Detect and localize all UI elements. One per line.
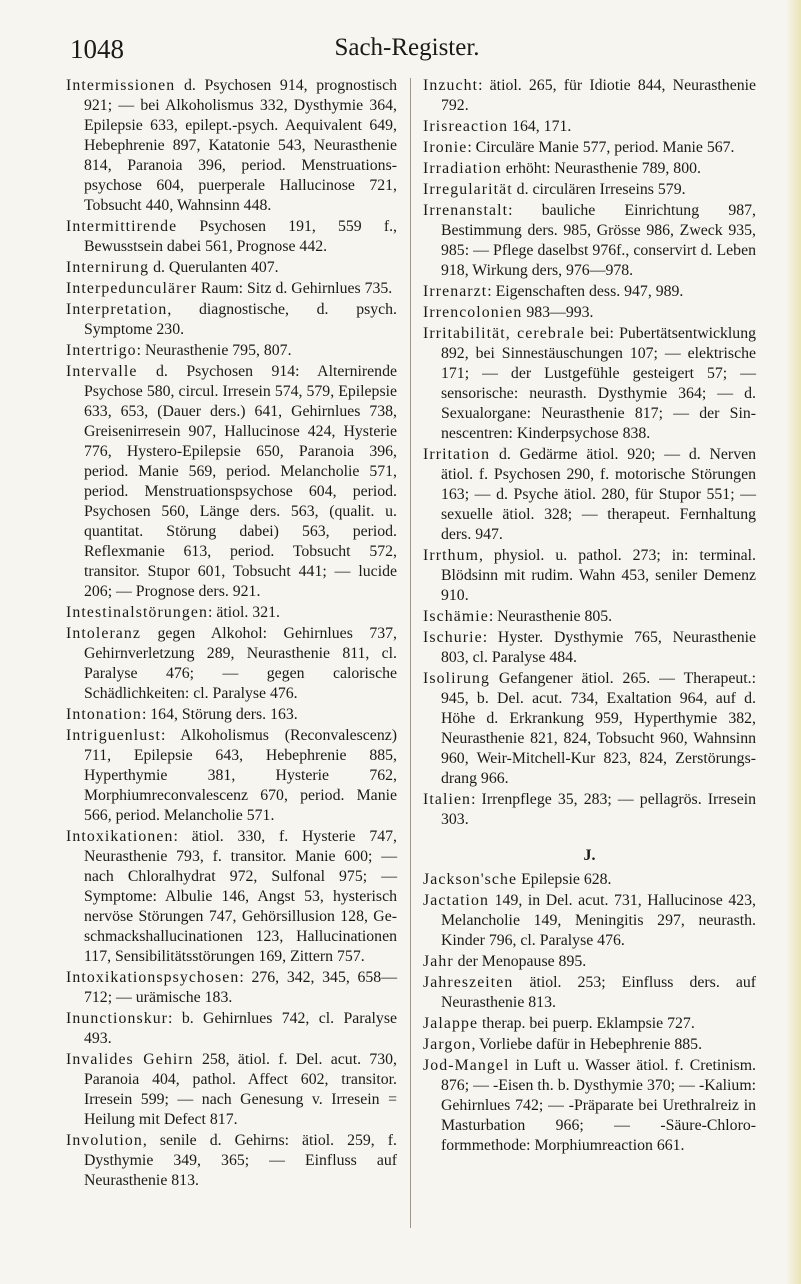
entry-headword: Jahreszeiten (423, 974, 514, 991)
index-entry (423, 445, 756, 545)
entry-headword: Intonation (66, 706, 142, 723)
page-header (60, 28, 754, 68)
entry-references: , physiol. u. pathol. 273; in: terminal. Blödsinn mit rudim. Wahn 453, seniler Demenz 910. (441, 547, 756, 604)
entry-headword: Irrthum (423, 547, 479, 564)
entry-references: : Neurasthenie 795, 807. (136, 342, 292, 359)
entry-headword: Jargon (423, 1036, 472, 1053)
index-entry (66, 300, 397, 340)
column-divider (410, 78, 411, 1228)
index-entry (66, 827, 397, 967)
entry-headword: Irrenarzt (423, 283, 488, 300)
entry-headword: Intervalle (66, 363, 138, 380)
index-entry (423, 303, 756, 323)
index-entry (423, 201, 756, 281)
entry-references: in Luft u. Wasser ätiol. f. Cretinism. 876; — -Eisen th. b. Dysthymie 370; — -Kalium: Gehirnlues 742; — -Präparate bei Urethralreiz in Masturbation 966; — -Säure-Chloroformmethode: Morphiumreaction 661. (441, 1057, 756, 1154)
index-entry (66, 217, 397, 257)
index-entry (423, 76, 756, 116)
entry-headword: Inzucht (423, 77, 479, 94)
entry-headword: Irregularität (423, 181, 513, 198)
entry-references: d. Psychosen 914: Alternirende Psychose 580, circul. Irresein 574, 579, Epilepsie 633, 653, (Dauer ders.) 641, Gehirnlues 738, Greisenirresein 907, Hallucinose 424, Hysterie 776, Hystero-Epilepsie 650, Paranoia 396, period. Manie 569, period. Melancholie 571, period. Menstruationspsychose 604, period. Psychosen 560, Länge ders. 563, (qualit. u. quantitat. Störung dabei) 563, period. Reflexmanie 613, period. Tobsucht 572, transitor. Stupor 601, Tobsucht 441; — lucide 206; — Prognose ders. 921. (84, 363, 397, 600)
entry-headword: Inunctionskur (66, 1010, 169, 1027)
entry-references: Epilepsie 628. (517, 871, 612, 888)
entry-references: erhöht: Neurasthenie 789, 800. (501, 160, 701, 177)
entry-references: , diagnostische, d. psych. Symptome 230. (84, 301, 397, 338)
index-entry (66, 1131, 397, 1191)
index-entry (423, 180, 756, 200)
entry-references: 164, 171. (508, 118, 572, 135)
entry-headword: Ischämie (423, 608, 489, 625)
entry-headword: Irisreaction (423, 118, 509, 135)
entry-headword: Irrencolonien (423, 304, 523, 321)
entry-references: d. Gedärme ätiol. 920; — d. Nerven ätiol. f. Psychosen 290, f. motorische Störungen 163; — d. Psyche ätiol. 280, für Stupor 551; — sexuelle ätiol. 328; — therapeut. Fernhaltung ders. 947. (441, 446, 756, 543)
entry-headword: Isolirung (423, 670, 490, 687)
running-title: Sach-Register. (334, 34, 480, 61)
index-entry (66, 726, 397, 826)
section-letter: J. (583, 847, 596, 864)
entry-references: gegen Alkohol: Gehirnlues 737, Gehirnverletzung 289, Neurasthenie 811, cl. Paralyse 476; — gegen calorische Schädlichkeiten: cl. Paralyse 476. (84, 625, 397, 702)
index-entry (66, 258, 397, 278)
index-entry (66, 1009, 397, 1049)
index-entry (66, 362, 397, 602)
index-entry (423, 324, 756, 444)
index-entry (423, 891, 756, 951)
entry-references: 149, in Del. acut. 731, Hallucinose 423, Melancholie 149, Meningitis 297, neurasth. Kinder 796, cl. Paralyse 476. (441, 892, 756, 949)
entry-headword: Interpretation (66, 301, 168, 318)
entry-headword: Jactation (423, 892, 490, 909)
entry-headword: Italien (423, 791, 472, 808)
entry-references: : Alkoholismus (Reconvalescenz) 711, Epilepsie 643, Hebephrenie 885, Hyperthymie 381, Hysterie 762, Morphiumreconvalescenz 670, period. Manie 566, period. Melancholie 571. (84, 727, 397, 824)
entry-references: : Neurasthenie 805. (488, 608, 613, 625)
entry-headword: Intoxikationen (66, 828, 174, 845)
index-entry (66, 968, 397, 1008)
entry-headword: Invalides Gehirn (66, 1051, 194, 1068)
index-entry (423, 138, 756, 158)
index-entry (423, 546, 756, 606)
entry-headword: Involution (66, 1132, 143, 1149)
page-edge (787, 0, 801, 1284)
entry-references: Gefangener ätiol. 265. — Therapeut.: 945, b. Del. acut. 734, Exaltation 964, auf d. Höhe d. Erkrankung 959, Hyperthymie 382, Neurasthenie 821, 824, Tobsucht 960, Wahnsinn 960, Weir-Mitchell-Kur 823, 824, Zerstörungsdrang 966. (441, 670, 756, 787)
entry-headword: Irritation (423, 446, 491, 463)
index-entry (66, 341, 397, 361)
entry-headword: Intoleranz (66, 625, 142, 642)
index-entry (423, 952, 756, 972)
index-entry (423, 159, 756, 179)
index-entry (423, 1056, 756, 1156)
index-entry (423, 973, 756, 1013)
index-entry (423, 628, 756, 668)
entry-references: d. Querulanten 407. (149, 259, 279, 276)
entry-references: : ätiol. 321. (207, 604, 280, 621)
entry-headword: Jahr (423, 953, 454, 970)
index-entry (423, 607, 756, 627)
entry-references: : ätiol. 265, für Idiotie 844, Neurasthenie 792. (441, 77, 756, 114)
entry-references: : Irrenpflege 35, 283; — pellagrös. Irresein 303. (441, 791, 756, 828)
entry-references: : b. Gehirnlues 742, cl. Paralyse 493. (84, 1010, 397, 1047)
entry-references: Psychosen 191, 559 f., Bewusstsein dabei 561, Prognose 442. (84, 218, 397, 255)
entry-headword: Ironie (423, 139, 468, 156)
index-entry (66, 1050, 397, 1130)
right-column (423, 76, 756, 1157)
entry-references: : 276, 342, 345, 658—712; — urämische 183. (84, 969, 397, 1006)
entry-headword: Irritabilität, cerebrale (423, 325, 585, 342)
entry-references: therap. bei puerp. Eklampsie 727. (478, 1015, 695, 1032)
index-entry (66, 603, 397, 623)
entry-references: : 164, Störung ders. 163. (141, 706, 298, 723)
entry-headword: Irrenanstalt (423, 202, 509, 219)
left-column (66, 76, 397, 1192)
entry-references: : Eigenschaften dess. 947, 989. (487, 283, 684, 300)
entry-references: d. circulären Irreseins 579. (512, 181, 686, 198)
entry-headword: Jod-Mangel (423, 1057, 510, 1074)
entry-headword: Intriguenlust (66, 727, 162, 744)
entry-references: 983—993. (522, 304, 594, 321)
index-entry (66, 624, 397, 704)
index-entry (423, 282, 756, 302)
entry-headword: Intermissionen (66, 77, 176, 94)
entry-references: : Hyster. Dysthymie 765, Neurasthenie 803, cl. Paralyse 484. (441, 629, 756, 666)
index-entry (423, 1035, 756, 1055)
entry-headword: Intermittirende (66, 218, 178, 235)
entry-references: Raum: Sitz d. Gehirnlues 735. (196, 280, 393, 297)
entry-references: : bauliche Einrichtung 987, Bestimmung ders. 985, Grösse 986, Zweck 935, 985: — Pflege daselbst 976f., conservirt d. Leben 918, Wirkung ders, 976—978. (441, 202, 756, 279)
page-number: 1048 (70, 34, 124, 64)
entry-references: , Vorliebe dafür in Hebephrenie 885. (471, 1036, 703, 1053)
entry-references: : ätiol. 330, f. Hysterie 747, Neurasthenie 793, f. transitor. Manie 600; — nach Chloralhydrat 972, Sulfonal 975; — Symptome: Albulie 146, Angst 53, hysterisch nervöse Störungen 747, Gehörsillusion 128, Geschmackshallucinationen 123, Hallucinationen 117, Sensibilitätsstörungen 169, Zittern 757. (84, 828, 397, 965)
entry-references: bei: Pubertätsentwicklung 892, bei Sinnestäuschungen 107; — elektrische 171; — der Lustgefühle gesteigert 57; — sensorische: neurasth. Dysthymie 364; — d. Sexualorgane: Neurasthenie 817; — der Sinnescentren: Kinderpsychose 838. (441, 325, 756, 442)
entry-headword: Internirung (66, 259, 150, 276)
entry-headword: Jackson'sche (423, 871, 518, 888)
index-entry (66, 76, 397, 216)
index-entry (66, 705, 397, 725)
entry-headword: Jalappe (423, 1015, 479, 1032)
entry-references: der Menopause 895. (453, 953, 587, 970)
entry-headword: Intertrigo (66, 342, 137, 359)
index-entry (66, 279, 397, 299)
index-entry (423, 1014, 756, 1034)
entry-headword: Interpedunculärer (66, 280, 197, 297)
index-entry (423, 790, 756, 830)
entry-references: 258, ätiol. f. Del. acut. 730, Paranoia 404, pathol. Affect 602, transitor. Irresein 599; — nach Genesung v. Irresein = Heilung mit Defect 817. (84, 1051, 397, 1128)
entry-headword: Intoxikationspsychosen (66, 969, 240, 986)
entry-references: : Circuläre Manie 577, period. Manie 567. (467, 139, 735, 156)
index-entry (423, 117, 756, 137)
entry-references: d. Psychosen 914, prognostisch 921; — bei Alkoholismus 332, Dysthymie 364, Epilepsie 633, epilept.-psych. Aequivalent 649, Hebephrenie 897, Katatonie 543, Neurasthenie 814, Paranoia 396, period. Menstruationspsychose 604, puerperale Hallucinose 721, Tobsucht 440, Wahnsinn 448. (84, 77, 397, 214)
entry-references: , senile d. Gehirns: ätiol. 259, f. Dysthymie 349, 365; — Einfluss auf Neurasthenie 813. (84, 1132, 397, 1189)
index-entry (423, 669, 756, 789)
entry-references: ätiol. 253; Einfluss ders. auf Neurasthenie 813. (441, 974, 756, 1011)
entry-headword: Irradiation (423, 160, 502, 177)
entry-headword: Ischurie (423, 629, 483, 646)
index-entry (423, 870, 756, 890)
entry-headword: Intestinalstörungen (66, 604, 208, 621)
